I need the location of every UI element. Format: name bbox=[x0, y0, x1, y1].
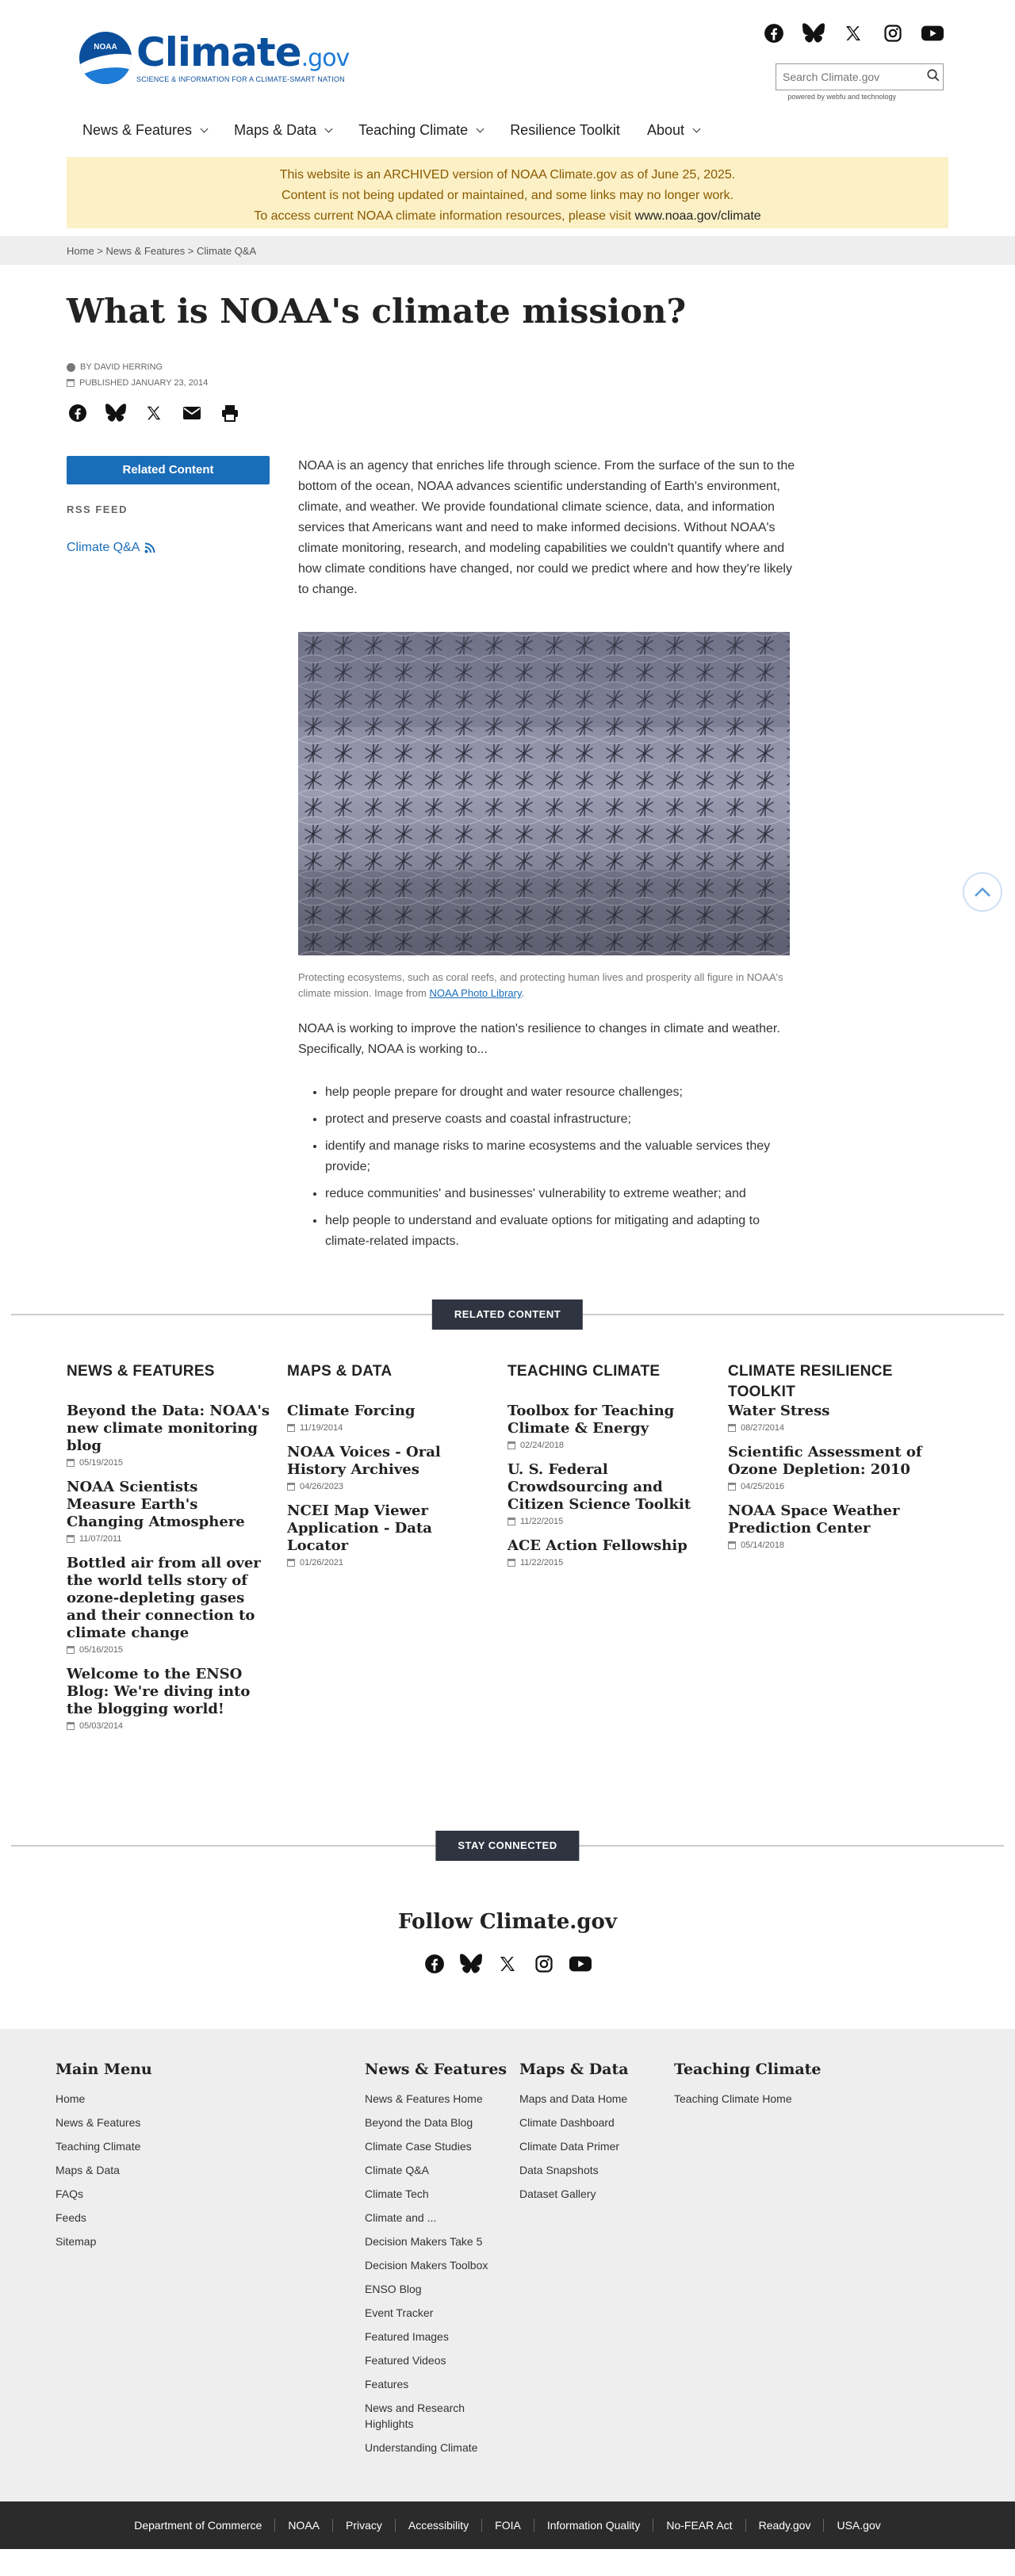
footer-link[interactable]: Climate Tech bbox=[365, 2187, 429, 2200]
calendar-icon bbox=[67, 1722, 75, 1730]
rss-link-climate-qa[interactable]: Climate Q&A bbox=[67, 541, 270, 555]
instagram-icon[interactable] bbox=[533, 1953, 555, 1975]
footer-link[interactable]: News & Features Home bbox=[365, 2092, 483, 2105]
related-item[interactable]: Climate Forcing 11/19/2014 bbox=[287, 1403, 416, 1433]
footer-link[interactable]: ENSO Blog bbox=[365, 2283, 422, 2295]
scroll-to-top-button[interactable] bbox=[963, 872, 1002, 912]
footer-bottom-link[interactable]: No-FEAR Act bbox=[653, 2519, 745, 2532]
calendar-icon bbox=[67, 1535, 75, 1543]
related-item[interactable]: NOAA Scientists Measure Earth's Changing Atmosphere 11/07/2011 bbox=[67, 1479, 245, 1544]
footer-heading: Teaching Climate bbox=[674, 2061, 822, 2078]
bluesky-icon[interactable] bbox=[802, 22, 825, 44]
breadcrumb[interactable]: Home > News & Features > Climate Q&A bbox=[0, 236, 1015, 265]
instagram-icon[interactable] bbox=[882, 22, 904, 44]
list-item: • help people prepare for drought and water resource challenges; bbox=[325, 1082, 798, 1103]
chevron-down-icon bbox=[325, 124, 333, 132]
article-meta bbox=[67, 359, 948, 391]
archive-line-3: To access current NOAA climate information resources, please visit www.noaa.gov/climate bbox=[254, 209, 761, 223]
site-header bbox=[0, 0, 1015, 111]
related-column-news bbox=[67, 1361, 287, 1742]
bluesky-icon[interactable] bbox=[460, 1953, 482, 1975]
footer-link[interactable]: Beyond the Data Blog bbox=[365, 2116, 473, 2129]
footer-link[interactable]: Understanding Climate bbox=[365, 2441, 478, 2454]
related-item[interactable]: Toolbox for Teaching Climate & Energy 02/24/2018 bbox=[508, 1403, 675, 1450]
related-item[interactable]: Beyond the Data: NOAA's new climate monitoring blog 05/19/2015 bbox=[67, 1403, 270, 1468]
calendar-icon bbox=[287, 1483, 295, 1491]
calendar-icon bbox=[67, 1459, 75, 1467]
footer-link[interactable]: Maps and Data Home bbox=[519, 2092, 628, 2105]
related-item[interactable]: ACE Action Fellowship 11/22/2015 bbox=[508, 1537, 688, 1567]
footer-bottom-link[interactable]: Accessibility bbox=[396, 2519, 482, 2532]
facebook-icon[interactable] bbox=[423, 1953, 446, 1975]
footer-link[interactable]: Data Snapshots bbox=[519, 2164, 599, 2176]
list-item: • help people to understand and evaluate options for mitigating and adapting to climate-related impacts. bbox=[325, 1211, 798, 1252]
calendar-icon bbox=[67, 379, 75, 387]
header-social-links bbox=[763, 22, 944, 44]
calendar-icon bbox=[67, 1646, 75, 1654]
mission-list bbox=[298, 1082, 798, 1252]
archive-line-1: This website is an ARCHIVED version of NOAA Climate.gov as of June 25, 2025. bbox=[279, 168, 736, 182]
youtube-icon[interactable] bbox=[569, 1953, 592, 1975]
footer-link[interactable]: Decision Makers Toolbox bbox=[365, 2259, 488, 2272]
logo-title: Climate.gov bbox=[136, 29, 350, 75]
calendar-icon bbox=[728, 1483, 736, 1491]
nav-teaching-climate[interactable]: Teaching Climate bbox=[358, 122, 483, 139]
footer-link[interactable]: Sitemap bbox=[56, 2235, 97, 2248]
follow-social-links bbox=[0, 1953, 1015, 1975]
user-icon bbox=[67, 363, 75, 372]
footer-column-teaching-climate bbox=[674, 2061, 829, 2501]
article-page bbox=[0, 292, 1015, 1258]
footer-heading: Maps & Data bbox=[519, 2061, 629, 2078]
noaa-logo-icon: NOAA bbox=[79, 32, 132, 84]
footer-link[interactable]: Featured Images bbox=[365, 2330, 449, 2343]
footer-link[interactable]: News & Features bbox=[56, 2116, 141, 2129]
related-heading: MAPS & DATA bbox=[287, 1363, 393, 1380]
related-item[interactable]: Bottled air from all over the world tells story of ozone-depleting gases and their connection to climate change 05/16/2015 bbox=[67, 1555, 261, 1655]
noaa-climate-link[interactable]: www.noaa.gov/climate bbox=[634, 209, 761, 223]
related-item[interactable]: Scientific Assessment of Ozone Depletion: 2010 04/25/2016 bbox=[728, 1444, 922, 1491]
related-content-label: RELATED CONTENT bbox=[432, 1299, 583, 1330]
footer-link[interactable]: Teaching Climate Home bbox=[674, 2092, 792, 2105]
footer-link[interactable]: Climate Q&A bbox=[365, 2164, 429, 2176]
calendar-icon bbox=[287, 1424, 295, 1432]
print-icon[interactable] bbox=[219, 402, 241, 424]
related-item[interactable]: U. S. Federal Crowdsourcing and Citizen Science Toolkit 11/22/2015 bbox=[508, 1461, 691, 1526]
related-heading: CLIMATE RESILIENCE TOOLKIT bbox=[728, 1363, 893, 1400]
nav-news-features[interactable]: News & Features bbox=[82, 122, 207, 139]
list-item: • identify and manage risks to marine ecosystems and the valuable services they provide; bbox=[325, 1136, 798, 1177]
article-para-2: NOAA is working to improve the nation's resilience to changes in climate and weather. Specifically, NOAA is working to... bbox=[298, 1022, 780, 1056]
share-email-icon[interactable] bbox=[181, 402, 203, 424]
logo-tagline: SCIENCE & INFORMATION FOR A CLIMATE-SMART NATION bbox=[136, 75, 345, 83]
noaa-photo-library-link[interactable]: NOAA Photo Library bbox=[429, 987, 522, 999]
footer-link[interactable]: Feeds bbox=[56, 2211, 86, 2224]
share-bluesky-icon[interactable] bbox=[105, 402, 127, 424]
calendar-icon bbox=[508, 1518, 515, 1525]
chevron-down-icon bbox=[201, 124, 209, 132]
rss-label: RSS FEED bbox=[67, 503, 128, 515]
bottom-links-bar bbox=[0, 2501, 1015, 2549]
calendar-icon bbox=[728, 1424, 736, 1432]
search-box bbox=[776, 63, 944, 90]
x-twitter-icon[interactable] bbox=[842, 22, 864, 44]
follow-section bbox=[0, 1910, 1015, 1975]
footer-column-main-menu bbox=[56, 2061, 365, 2501]
related-item[interactable]: NOAA Space Weather Prediction Center 05/14/2018 bbox=[728, 1502, 900, 1550]
footer-link[interactable]: Decision Makers Take 5 bbox=[365, 2235, 483, 2248]
main-nav bbox=[0, 111, 1015, 149]
footer-bottom-link[interactable]: Privacy bbox=[333, 2519, 396, 2532]
list-item: • protect and preserve coasts and coastal infrastructure; bbox=[325, 1109, 798, 1130]
powered-by: powered by webfu and technology bbox=[787, 93, 896, 101]
list-item: • reduce communities' and businesses' vulnerability to extreme weather; and bbox=[325, 1184, 798, 1204]
stay-connected-divider bbox=[11, 1839, 1004, 1851]
nav-maps-data[interactable]: Maps & Data bbox=[234, 122, 331, 139]
site-logo[interactable] bbox=[79, 29, 350, 84]
related-column-teaching bbox=[508, 1361, 728, 1742]
calendar-icon bbox=[508, 1441, 515, 1449]
related-heading: NEWS & FEATURES bbox=[67, 1363, 215, 1380]
related-content-button[interactable]: Related Content bbox=[67, 456, 270, 484]
calendar-icon bbox=[287, 1559, 295, 1567]
footer-bottom-link[interactable]: Information Quality bbox=[534, 2519, 654, 2532]
related-column-maps bbox=[287, 1361, 508, 1742]
site-footer bbox=[0, 2029, 1015, 2501]
footer-link[interactable]: News and Research Highlights bbox=[365, 2402, 465, 2430]
related-heading: TEACHING CLIMATE bbox=[508, 1363, 661, 1380]
footer-bottom-link[interactable]: USA.gov bbox=[837, 2519, 881, 2532]
related-content-grid bbox=[0, 1361, 1015, 1742]
footer-link[interactable]: Home bbox=[56, 2092, 86, 2105]
footer-heading: Main Menu bbox=[56, 2061, 152, 2078]
footer-link[interactable]: Climate Dashboard bbox=[519, 2116, 615, 2129]
related-column-toolkit bbox=[728, 1361, 948, 1742]
footer-bottom-link[interactable]: NOAA bbox=[275, 2519, 333, 2532]
photo-caption: Protecting ecosystems, such as coral reefs, and protecting human lives and prosperity all figure in NOAA's climate mission. Image from NOAA Photo Library. bbox=[298, 971, 783, 999]
calendar-icon bbox=[508, 1559, 515, 1567]
related-item[interactable]: Welcome to the ENSO Blog: We're diving into the blogging world! 05/03/2014 bbox=[67, 1666, 251, 1731]
stay-connected-label: STAY CONNECTED bbox=[435, 1831, 579, 1861]
share-facebook-icon[interactable] bbox=[67, 402, 89, 424]
footer-column-maps-data bbox=[519, 2061, 674, 2501]
footer-link[interactable]: Event Tracker bbox=[365, 2306, 434, 2319]
coral-reef-photo bbox=[298, 632, 790, 955]
follow-title: Follow Climate.gov bbox=[398, 1910, 617, 1934]
author: BY DAVID HERRING bbox=[80, 362, 163, 372]
footer-link[interactable]: Climate Data Primer bbox=[519, 2140, 620, 2153]
facebook-icon[interactable] bbox=[763, 22, 785, 44]
related-content-divider bbox=[11, 1308, 1004, 1320]
article-body bbox=[298, 456, 798, 1258]
calendar-icon bbox=[728, 1541, 736, 1549]
footer-link[interactable]: Features bbox=[365, 2378, 409, 2390]
chevron-down-icon bbox=[477, 124, 485, 132]
footer-column-news-features bbox=[365, 2061, 519, 2501]
article-sidebar bbox=[67, 456, 270, 1258]
share-x-icon[interactable] bbox=[143, 402, 165, 424]
footer-link[interactable]: Maps & Data bbox=[56, 2164, 120, 2176]
footer-link[interactable]: Climate Case Studies bbox=[365, 2140, 472, 2153]
youtube-icon[interactable] bbox=[921, 22, 944, 44]
footer-link[interactable]: FAQs bbox=[56, 2187, 84, 2200]
footer-link[interactable]: Featured Videos bbox=[365, 2354, 446, 2367]
related-item[interactable]: NCEI Map Viewer Application - Data Locator 01/26/2021 bbox=[287, 1502, 432, 1567]
published-date: PUBLISHED JANUARY 23, 2014 bbox=[79, 378, 209, 388]
related-item[interactable]: NOAA Voices - Oral History Archives 04/26/2023 bbox=[287, 1444, 441, 1491]
nav-about[interactable]: About bbox=[647, 122, 699, 139]
archive-banner bbox=[67, 157, 948, 228]
chevron-up-icon bbox=[974, 886, 991, 898]
footer-link[interactable]: Teaching Climate bbox=[56, 2140, 141, 2153]
footer-bottom-link[interactable]: Department of Commerce bbox=[121, 2519, 275, 2532]
archive-line-2: Content is not being updated or maintained, and some links may no longer work. bbox=[281, 189, 734, 202]
chevron-down-icon bbox=[693, 124, 701, 132]
nav-resilience-toolkit[interactable]: Resilience Toolkit bbox=[510, 121, 620, 138]
x-twitter-icon[interactable] bbox=[496, 1953, 519, 1975]
related-item[interactable]: Water Stress 08/27/2014 bbox=[728, 1403, 830, 1433]
share-bar bbox=[67, 402, 948, 424]
footer-bottom-link[interactable]: FOIA bbox=[482, 2519, 534, 2532]
footer-heading: News & Features bbox=[365, 2061, 508, 2078]
article-intro: NOAA is an agency that enriches life through science. From the surface of the sun to the bottom of the ocean, NOAA advances scientific understanding of Earth's environment, climate, and weather. We provide foundational climate science, data, and information services that Americans want and need to make informed decisions. Without NOAA's climate monitoring, research, and modeling capabilities we couldn't quantify where and how climate conditions have changed, nor could we predict where and how they're likely to change. bbox=[298, 459, 795, 596]
footer-link[interactable]: Climate and ... bbox=[365, 2211, 437, 2224]
search-input[interactable] bbox=[783, 71, 926, 83]
footer-link[interactable]: Dataset Gallery bbox=[519, 2187, 596, 2200]
footer-bottom-link[interactable]: Ready.gov bbox=[746, 2519, 825, 2532]
search-icon[interactable] bbox=[926, 68, 940, 86]
page-title: What is NOAA's climate mission? bbox=[67, 292, 687, 331]
rss-icon bbox=[144, 542, 155, 553]
